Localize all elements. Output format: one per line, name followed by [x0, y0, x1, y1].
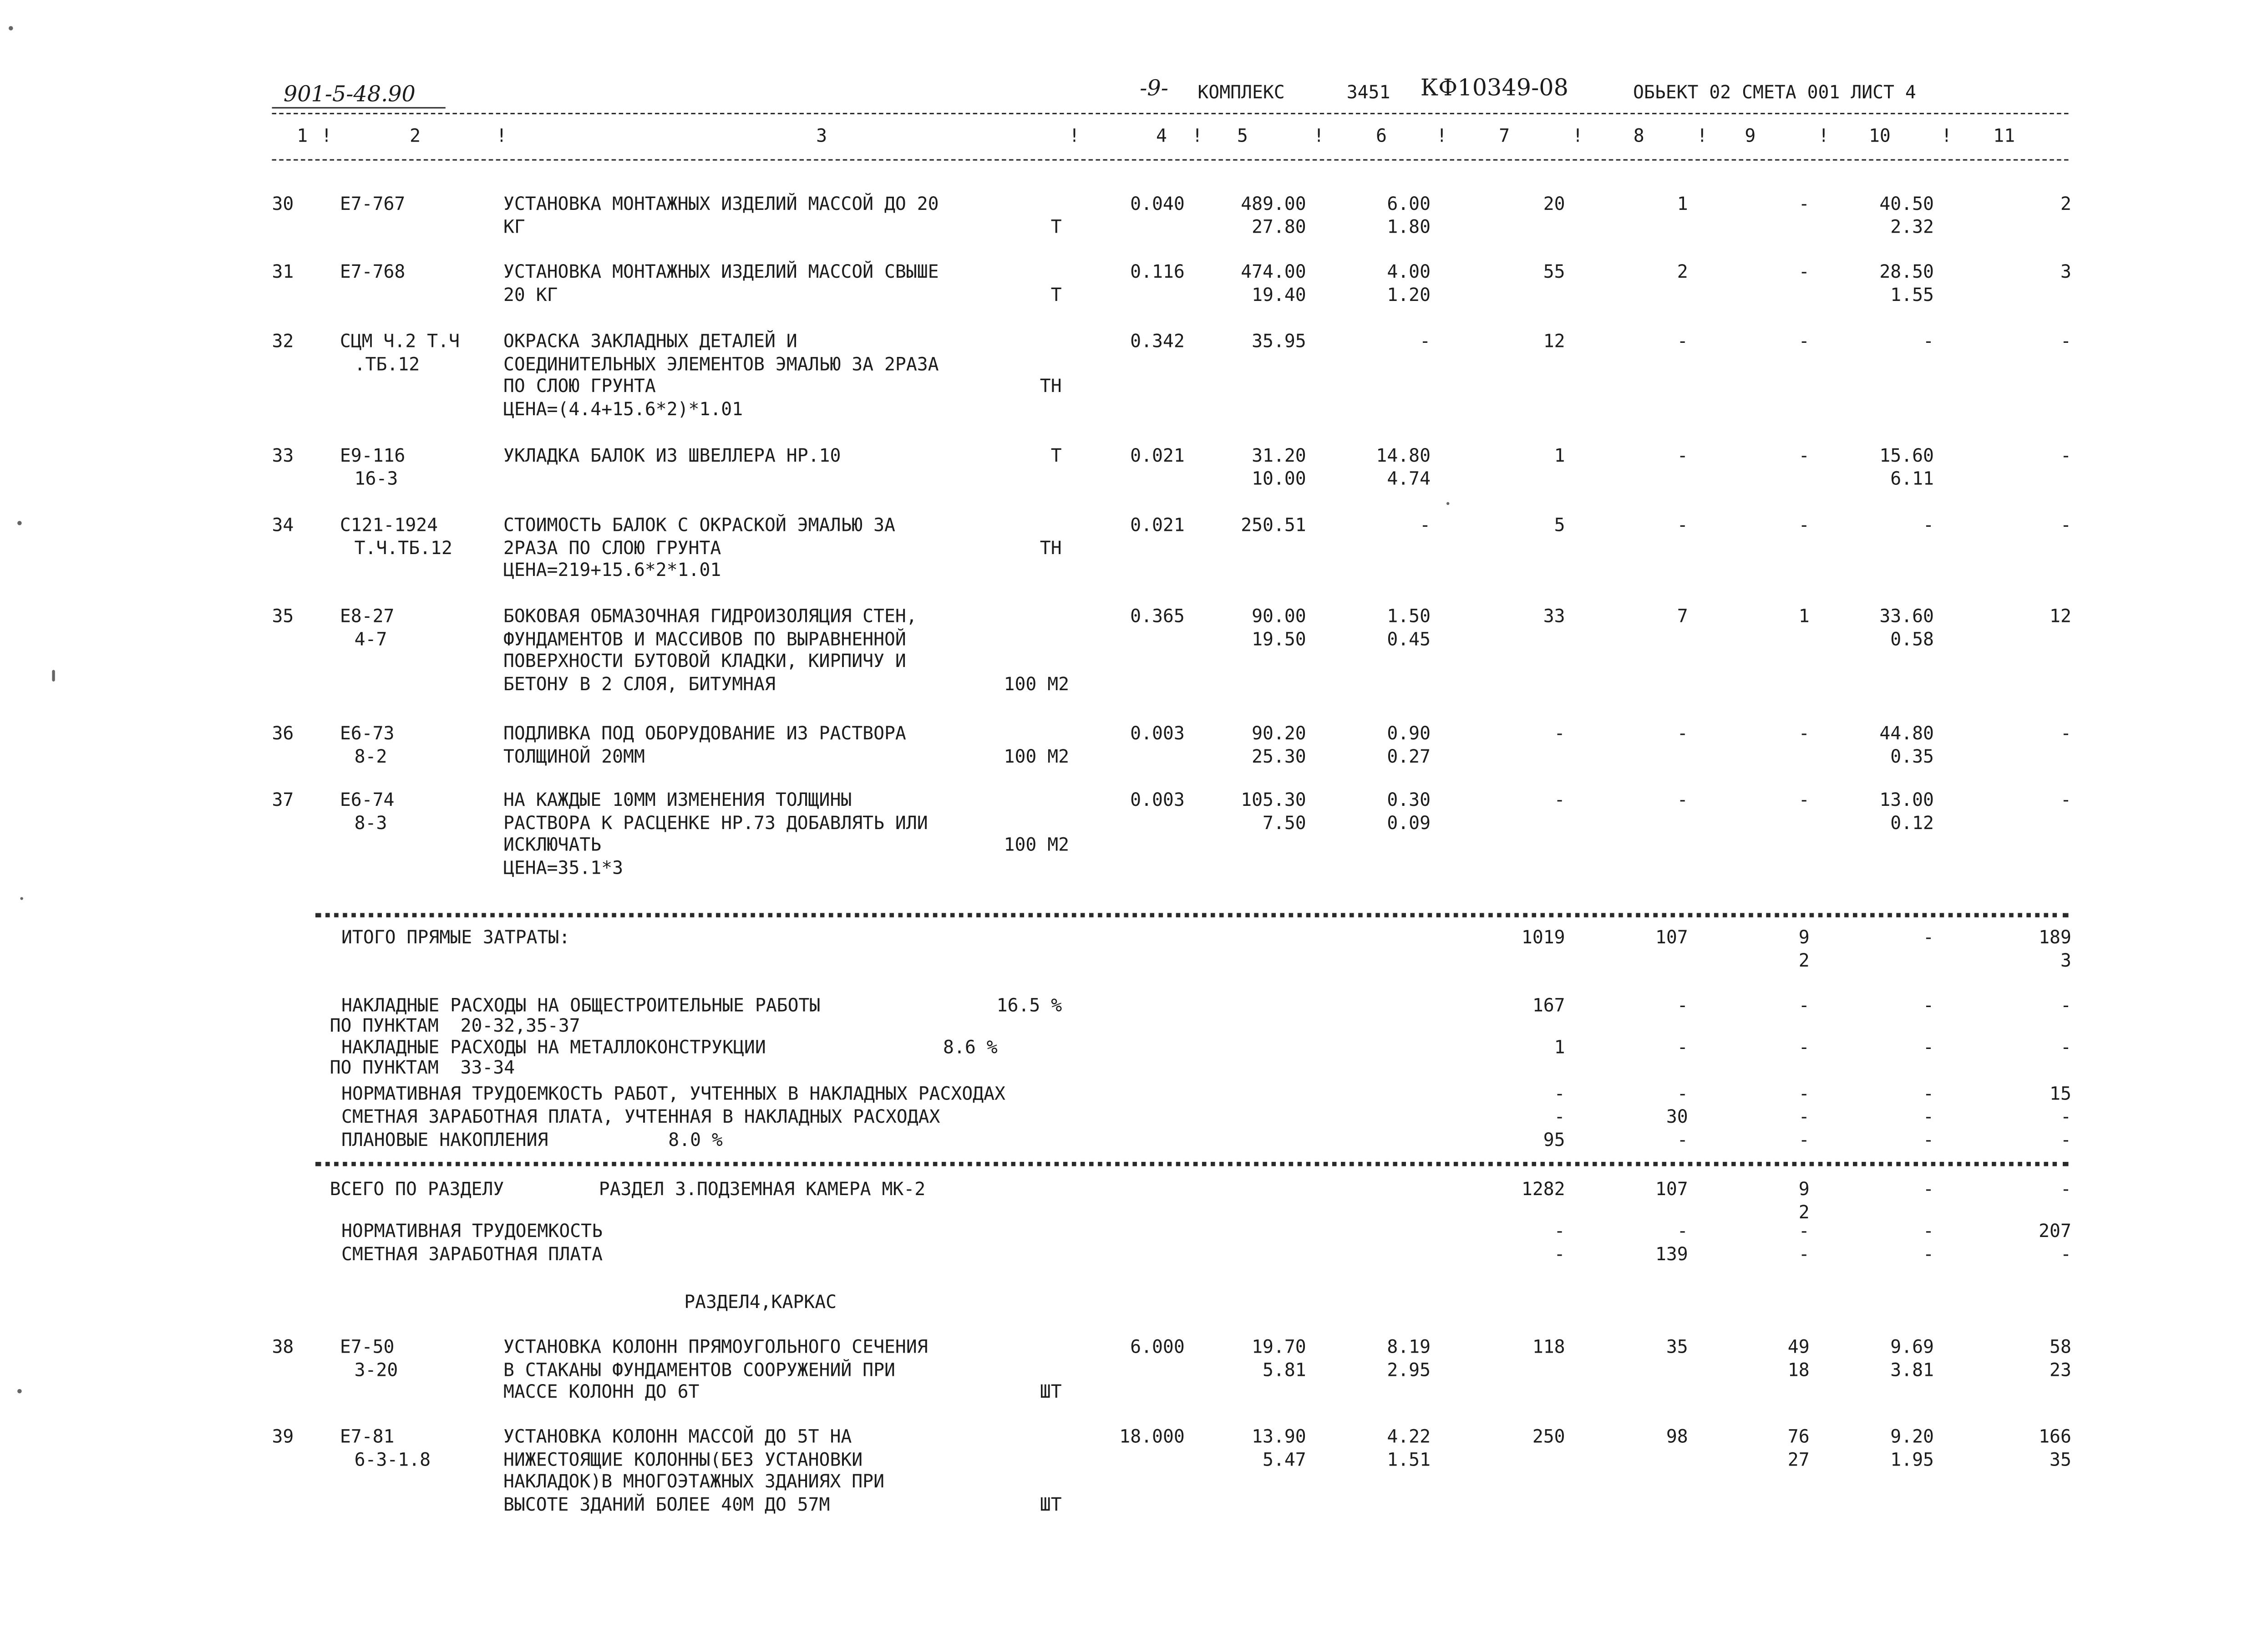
row-number: 34	[272, 514, 294, 535]
row-number: 38	[272, 1335, 294, 1357]
row-c6: 14.80	[1376, 444, 1431, 466]
row-c6: 1.80	[1387, 215, 1431, 237]
row-c5: 5.81	[1263, 1358, 1306, 1380]
row-c8: 7	[1677, 605, 1688, 627]
scan-speck	[20, 897, 23, 900]
direct-costs-c8: 107	[1655, 926, 1688, 948]
row-c9: 76	[1787, 1425, 1810, 1447]
row-description: ФУНДАМЕНТОВ И МАССИВОВ ПО ВЫРАВНЕННОЙ	[503, 627, 906, 649]
row-c10: 1.95	[1890, 1447, 1934, 1470]
row-number: 39	[272, 1425, 294, 1447]
scan-speck	[1446, 502, 1449, 505]
row-code: 3-20	[354, 1358, 398, 1380]
row-c6: 6.00	[1387, 192, 1431, 214]
row-description: БЕТОНУ В 2 СЛОЯ, БИТУМНАЯ	[503, 672, 776, 694]
row-code: С121-1924	[340, 514, 438, 535]
row-c6: 0.90	[1387, 722, 1431, 744]
row-description: ВЫСОТЕ ЗДАНИЙ БОЛЕЕ 40М ДО 57М	[503, 1493, 830, 1515]
row-number: 30	[272, 192, 294, 214]
section-sub-c9: -	[1798, 1242, 1810, 1265]
row-c9: -	[1798, 192, 1810, 214]
row-code: 16-3	[354, 467, 398, 489]
column-separator: !	[1818, 124, 1829, 146]
row-number: 37	[272, 789, 294, 810]
section-total-c11: -	[2060, 1177, 2071, 1200]
row-c11: 12	[2050, 605, 2071, 627]
row-code: 8-2	[354, 744, 387, 767]
row-c10: 3.81	[1890, 1358, 1934, 1380]
direct-costs-c9: 9	[1798, 926, 1810, 948]
row-c6: -	[1420, 514, 1431, 535]
row-c8: -	[1677, 722, 1688, 744]
row-description: 2РАЗА ПО СЛОЮ ГРУНТА	[503, 536, 721, 558]
overhead-c9: -	[1798, 1082, 1810, 1104]
row-description: УСТАНОВКА МОНТАЖНЫХ ИЗДЕЛИЙ МАССОЙ ДО 20	[503, 192, 939, 214]
row-unit: 100 М2	[1004, 834, 1070, 855]
section-sub-c7: -	[1554, 1220, 1565, 1242]
row-c6: 4.74	[1387, 467, 1431, 489]
column-separator: !	[496, 124, 507, 146]
column-separator: !	[321, 124, 332, 146]
row-c7: 250	[1532, 1425, 1565, 1447]
row-c11: -	[2060, 722, 2071, 744]
overhead-rate: 16.5 %	[996, 994, 1062, 1016]
row-c10: 0.12	[1890, 811, 1934, 833]
row-c8: -	[1677, 514, 1688, 535]
row-quantity: 0.003	[1130, 722, 1185, 744]
row-quantity: 0.116	[1130, 260, 1185, 282]
row-c9: -	[1798, 444, 1810, 466]
section-sub-c8: 139	[1655, 1242, 1688, 1265]
row-description: ПО СЛОЮ ГРУНТА	[503, 375, 656, 397]
scan-speck	[52, 670, 55, 681]
column-number: 4	[1156, 124, 1167, 146]
row-c5: 25.30	[1252, 744, 1306, 767]
row-c6: 4.00	[1387, 260, 1431, 282]
object-sheet-label: ОБЬЕКТ 02 СМЕТА 001 ЛИСТ 4	[1633, 81, 1916, 103]
column-separator: !	[1941, 124, 1952, 146]
overhead-rate: 8.6 %	[943, 1036, 998, 1058]
row-c10: 28.50	[1879, 260, 1934, 282]
row-c9: -	[1798, 260, 1810, 282]
complex-number: 3451	[1346, 81, 1390, 103]
row-c6: 4.22	[1387, 1425, 1431, 1447]
overhead-c8: 30	[1666, 1105, 1688, 1127]
row-description: ЦЕНА=35.1*3	[503, 856, 624, 878]
row-c5: 250.51	[1241, 514, 1306, 535]
row-c11: -	[2060, 330, 2071, 352]
row-c9: 1	[1798, 605, 1810, 627]
row-description: НАКЛАДОК)В МНОГОЭТАЖНЫХ ЗДАНИЯХ ПРИ	[503, 1470, 885, 1492]
row-c6: 0.30	[1387, 789, 1431, 810]
row-description: КГ	[503, 215, 525, 237]
handwritten-underline	[272, 107, 445, 108]
row-c10: 0.35	[1890, 744, 1934, 767]
row-code: .ТБ.12	[354, 352, 420, 374]
column-number: 5	[1237, 124, 1248, 146]
row-c7: 5	[1554, 514, 1565, 535]
row-c8: 1	[1677, 192, 1688, 214]
row-quantity: 18.000	[1119, 1425, 1185, 1447]
section-total-label: ВСЕГО ПО РАЗДЕЛУ	[330, 1177, 504, 1200]
direct-costs-c11: 3	[2060, 948, 2071, 971]
row-number: 35	[272, 605, 294, 627]
column-number: 6	[1376, 124, 1387, 146]
row-c8: 2	[1677, 260, 1688, 282]
overhead-c7: 95	[1543, 1128, 1565, 1150]
overhead-c8: -	[1677, 1128, 1688, 1150]
column-number: 11	[1993, 124, 2015, 146]
overhead-c11: -	[2060, 1036, 2071, 1058]
overhead-c7: 167	[1532, 994, 1565, 1016]
row-code: СЦМ Ч.2 Т.Ч	[340, 330, 460, 352]
overhead-c11: 15	[2050, 1082, 2071, 1104]
page-mark: -9-	[1140, 75, 1168, 102]
row-number: 32	[272, 330, 294, 352]
column-number: 1	[297, 124, 308, 146]
column-separator: !	[1436, 124, 1447, 146]
scan-speck	[17, 1389, 22, 1394]
row-c11: 2	[2060, 192, 2071, 214]
row-c5: 35.95	[1252, 330, 1306, 352]
overhead-label: ПЛАНОВЫЕ НАКОПЛЕНИЯ	[341, 1128, 548, 1150]
row-description: ИСКЛЮЧАТЬ	[503, 834, 602, 855]
column-separator: !	[1192, 124, 1203, 146]
row-unit: ТН	[1040, 536, 1062, 558]
overhead-c11: -	[2060, 994, 2071, 1016]
row-c8: -	[1677, 330, 1688, 352]
overhead-c8: -	[1677, 1082, 1688, 1104]
row-c6: 1.51	[1387, 1447, 1431, 1470]
row-c10: 33.60	[1879, 605, 1934, 627]
column-number: 8	[1633, 124, 1644, 146]
section-sub-c7: -	[1554, 1242, 1565, 1265]
row-c7: 20	[1543, 192, 1565, 214]
row-c8: -	[1677, 444, 1688, 466]
row-code: 6-3-1.8	[354, 1447, 431, 1470]
direct-costs-c9: 2	[1798, 948, 1810, 971]
row-unit: 100 М2	[1004, 672, 1070, 694]
overhead-c9: -	[1798, 1105, 1810, 1127]
row-c6: 0.09	[1387, 811, 1431, 833]
section-total-c9: 9	[1798, 1177, 1810, 1200]
row-quantity: 6.000	[1130, 1335, 1185, 1357]
row-c7: -	[1554, 789, 1565, 810]
overhead-c9: -	[1798, 1128, 1810, 1150]
row-c10: 13.00	[1879, 789, 1934, 810]
row-unit: ШТ	[1040, 1380, 1062, 1403]
row-c8: 35	[1666, 1335, 1688, 1357]
row-description: БОКОВАЯ ОБМАЗОЧНАЯ ГИДРОИЗОЛЯЦИЯ СТЕН,	[503, 605, 917, 627]
section-sub-c11: 207	[2039, 1220, 2071, 1242]
row-c6: 2.95	[1387, 1358, 1431, 1380]
direct-costs-c7: 1019	[1521, 926, 1565, 948]
row-description: ЦЕНА=219+15.6*2*1.01	[503, 559, 721, 580]
overhead-c7: -	[1554, 1105, 1565, 1127]
row-c5: 27.80	[1252, 215, 1306, 237]
row-c10: 40.50	[1879, 192, 1934, 214]
row-description: УСТАНОВКА КОЛОНН ПРЯМОУГОЛЬНОГО СЕЧЕНИЯ	[503, 1335, 928, 1357]
overhead-c10: -	[1923, 1082, 1934, 1104]
row-c5: 474.00	[1241, 260, 1306, 282]
overhead-c10: -	[1923, 1036, 1934, 1058]
overhead-c7: 1	[1554, 1036, 1565, 1058]
row-c5: 7.50	[1263, 811, 1306, 833]
overhead-c8: -	[1677, 1036, 1688, 1058]
row-c10: -	[1923, 514, 1934, 535]
row-c6: 0.27	[1387, 744, 1431, 767]
row-c5: 19.40	[1252, 283, 1306, 305]
dotted-rule-2	[315, 1162, 2069, 1166]
row-c11: -	[2060, 514, 2071, 535]
section-sub-label: НОРМАТИВНАЯ ТРУДОЕМКОСТЬ	[341, 1220, 603, 1242]
row-c7: 12	[1543, 330, 1565, 352]
scan-speck	[17, 521, 22, 525]
column-separator: !	[1696, 124, 1708, 146]
column-separator: !	[1572, 124, 1583, 146]
row-c7: 33	[1543, 605, 1565, 627]
section4-title: РАЗДЕЛ4,КАРКАС	[684, 1290, 837, 1313]
row-quantity: 0.365	[1130, 605, 1185, 627]
column-number: 2	[410, 124, 421, 146]
row-description: В СТАКАНЫ ФУНДАМЕНТОВ СООРУЖЕНИЙ ПРИ	[503, 1358, 895, 1380]
row-c5: 19.50	[1252, 627, 1306, 649]
row-c5: 19.70	[1252, 1335, 1306, 1357]
row-code: Е6-73	[340, 722, 395, 744]
overhead-c7: -	[1554, 1082, 1565, 1104]
row-c11: 35	[2050, 1447, 2071, 1470]
row-c10: 15.60	[1879, 444, 1934, 466]
row-code: Е9-116	[340, 444, 406, 466]
section-total-c9: 2	[1798, 1200, 1810, 1222]
row-unit: ШТ	[1040, 1493, 1062, 1515]
column-separator: !	[1313, 124, 1324, 146]
row-code: Е8-27	[340, 605, 395, 627]
row-c6: -	[1420, 330, 1431, 352]
row-description: НИЖЕСТОЯЩИЕ КОЛОННЫ(БЕЗ УСТАНОВКИ	[503, 1447, 863, 1470]
row-unit: ТН	[1040, 375, 1062, 397]
row-unit: Т	[1050, 215, 1062, 237]
row-c9: -	[1798, 789, 1810, 810]
row-c11: 23	[2050, 1358, 2071, 1380]
row-c7: 55	[1543, 260, 1565, 282]
row-code: Т.Ч.ТБ.12	[354, 536, 452, 558]
row-unit: Т	[1050, 444, 1062, 466]
row-c7: 118	[1532, 1335, 1565, 1357]
row-unit: 100 М2	[1004, 744, 1070, 767]
overhead-note: ПО ПУНКТАМ 33-34	[330, 1056, 515, 1078]
row-code: 8-3	[354, 811, 387, 833]
column-number: 10	[1868, 124, 1891, 146]
row-description: ЦЕНА=(4.4+15.6*2)*1.01	[503, 397, 743, 419]
row-c11: -	[2060, 789, 2071, 810]
section-sub-label: СМЕТНАЯ ЗАРАБОТНАЯ ПЛАТА	[341, 1242, 603, 1265]
row-c5: 31.20	[1252, 444, 1306, 466]
row-quantity: 0.003	[1130, 789, 1185, 810]
column-number: 3	[816, 124, 827, 146]
row-c9: 49	[1787, 1335, 1810, 1357]
row-c10: 6.11	[1890, 467, 1934, 489]
section-total-c10: -	[1923, 1177, 1934, 1200]
row-c5: 90.00	[1252, 605, 1306, 627]
row-c10: 44.80	[1879, 722, 1934, 744]
row-number: 31	[272, 260, 294, 282]
row-c7: 1	[1554, 444, 1565, 466]
row-code: Е7-767	[340, 192, 406, 214]
row-c5: 5.47	[1263, 1447, 1306, 1470]
section-sub-c10: -	[1923, 1242, 1934, 1265]
overhead-label: СМЕТНАЯ ЗАРАБОТНАЯ ПЛАТА, УЧТЕННАЯ В НАКЛАДНЫХ РАСХОДАХ	[341, 1105, 940, 1127]
row-description: УСТАНОВКА МОНТАЖНЫХ ИЗДЕЛИЙ МАССОЙ СВЫШЕ	[503, 260, 939, 282]
row-number: 33	[272, 444, 294, 466]
row-description: ТОЛЩИНОЙ 20ММ	[503, 744, 645, 767]
row-c5: 489.00	[1241, 192, 1306, 214]
row-quantity: 0.021	[1130, 444, 1185, 466]
overhead-label: НОРМАТИВНАЯ ТРУДОЕМКОСТЬ РАБОТ, УЧТЕННЫХ В НАКЛАДНЫХ РАСХОДАХ	[341, 1082, 1005, 1104]
row-code: 4-7	[354, 627, 387, 649]
row-c10: 9.20	[1890, 1425, 1934, 1447]
row-c5: 105.30	[1241, 789, 1306, 810]
row-c11: 58	[2050, 1335, 2071, 1357]
handwritten-code: 901-5-48.90	[283, 81, 416, 107]
row-c9: 27	[1787, 1447, 1810, 1470]
row-code: Е7-768	[340, 260, 406, 282]
row-quantity: 0.021	[1130, 514, 1185, 535]
header-rule-bottom	[272, 159, 2068, 161]
row-code: Е7-81	[340, 1425, 395, 1447]
row-c9: -	[1798, 514, 1810, 535]
overhead-c10: -	[1923, 994, 1934, 1016]
row-quantity: 0.342	[1130, 330, 1185, 352]
row-c9: 18	[1787, 1358, 1810, 1380]
row-c11: 166	[2039, 1425, 2071, 1447]
row-number: 36	[272, 722, 294, 744]
header-rule-top	[272, 113, 2068, 114]
row-description: УСТАНОВКА КОЛОНН МАССОЙ ДО 5Т НА	[503, 1425, 852, 1447]
row-c6: 8.19	[1387, 1335, 1431, 1357]
overhead-rate: 8.0 %	[668, 1128, 723, 1150]
row-description: ПОДЛИВКА ПОД ОБОРУДОВАНИЕ ИЗ РАСТВОРА	[503, 722, 906, 744]
section-sub-c9: -	[1798, 1220, 1810, 1242]
row-c10: 9.69	[1890, 1335, 1934, 1357]
direct-costs-label: ИТОГО ПРЯМЫЕ ЗАТРАТЫ:	[341, 926, 570, 948]
row-c8: 98	[1666, 1425, 1688, 1447]
row-c9: -	[1798, 722, 1810, 744]
overhead-c9: -	[1798, 1036, 1810, 1058]
row-c6: 1.50	[1387, 605, 1431, 627]
row-c9: -	[1798, 330, 1810, 352]
row-c10: 1.55	[1890, 283, 1934, 305]
section-total-c7: 1282	[1521, 1177, 1565, 1200]
row-c5: 90.20	[1252, 722, 1306, 744]
complex-label: КОМПЛЕКС	[1197, 81, 1285, 103]
row-description: 20 КГ	[503, 283, 558, 305]
row-c8: -	[1677, 789, 1688, 810]
row-c6: 1.20	[1387, 283, 1431, 305]
overhead-c9: -	[1798, 994, 1810, 1016]
row-c5: 13.90	[1252, 1425, 1306, 1447]
row-description: РАСТВОРА К РАСЦЕНКЕ НР.73 ДОБАВЛЯТЬ ИЛИ	[503, 811, 928, 833]
row-unit: Т	[1050, 283, 1062, 305]
row-c5: 10.00	[1252, 467, 1306, 489]
row-c10: 2.32	[1890, 215, 1934, 237]
scan-speck	[9, 26, 13, 31]
row-c10: 0.58	[1890, 627, 1934, 649]
overhead-label: НАКЛАДНЫЕ РАСХОДЫ НА ОБЩЕСТРОИТЕЛЬНЫЕ РАБОТЫ	[341, 994, 821, 1016]
overhead-note: ПО ПУНКТАМ 20-32,35-37	[330, 1014, 580, 1036]
dotted-rule-1	[315, 913, 2069, 917]
overhead-c10: -	[1923, 1128, 1934, 1150]
overhead-c8: -	[1677, 994, 1688, 1016]
row-c10: -	[1923, 330, 1934, 352]
row-description: МАССЕ КОЛОНН ДО 6Т	[503, 1380, 700, 1403]
row-description: УКЛАДКА БАЛОК ИЗ ШВЕЛЛЕРА НР.10	[503, 444, 841, 466]
overhead-c11: -	[2060, 1128, 2071, 1150]
complex-code: КФ10349-08	[1420, 74, 1568, 102]
section-sub-c8: -	[1677, 1220, 1688, 1242]
section-sub-c10: -	[1923, 1220, 1934, 1242]
column-separator: !	[1069, 124, 1080, 146]
row-quantity: 0.040	[1130, 192, 1185, 214]
row-code: Е7-50	[340, 1335, 395, 1357]
direct-costs-c10: -	[1923, 926, 1934, 948]
overhead-label: НАКЛАДНЫЕ РАСХОДЫ НА МЕТАЛЛОКОНСТРУКЦИИ	[341, 1036, 766, 1058]
section-sub-c11: -	[2060, 1242, 2071, 1265]
overhead-c10: -	[1923, 1105, 1934, 1127]
row-c11: -	[2060, 444, 2071, 466]
row-c11: 3	[2060, 260, 2071, 282]
row-description: СТОИМОСТЬ БАЛОК С ОКРАСКОЙ ЭМАЛЬЮ ЗА	[503, 514, 895, 535]
section-total-title: РАЗДЕЛ 3.ПОДЗЕМНАЯ КАМЕРА МК-2	[599, 1177, 926, 1200]
row-description: ПОВЕРХНОСТИ БУТОВОЙ КЛАДКИ, КИРПИЧУ И	[503, 650, 906, 672]
column-number: 7	[1499, 124, 1510, 146]
column-number: 9	[1745, 124, 1756, 146]
row-c7: -	[1554, 722, 1565, 744]
overhead-c11: -	[2060, 1105, 2071, 1127]
row-code: Е6-74	[340, 789, 395, 810]
row-c6: 0.45	[1387, 627, 1431, 649]
section-total-c8: 107	[1655, 1177, 1688, 1200]
direct-costs-c11: 189	[2039, 926, 2071, 948]
row-description: СОЕДИНИТЕЛЬНЫХ ЭЛЕМЕНТОВ ЭМАЛЬЮ ЗА 2РАЗА	[503, 352, 939, 374]
row-description: НА КАЖДЫЕ 10ММ ИЗМЕНЕНИЯ ТОЛЩИНЫ	[503, 789, 852, 810]
row-description: ОКРАСКА ЗАКЛАДНЫХ ДЕТАЛЕЙ И	[503, 330, 797, 352]
